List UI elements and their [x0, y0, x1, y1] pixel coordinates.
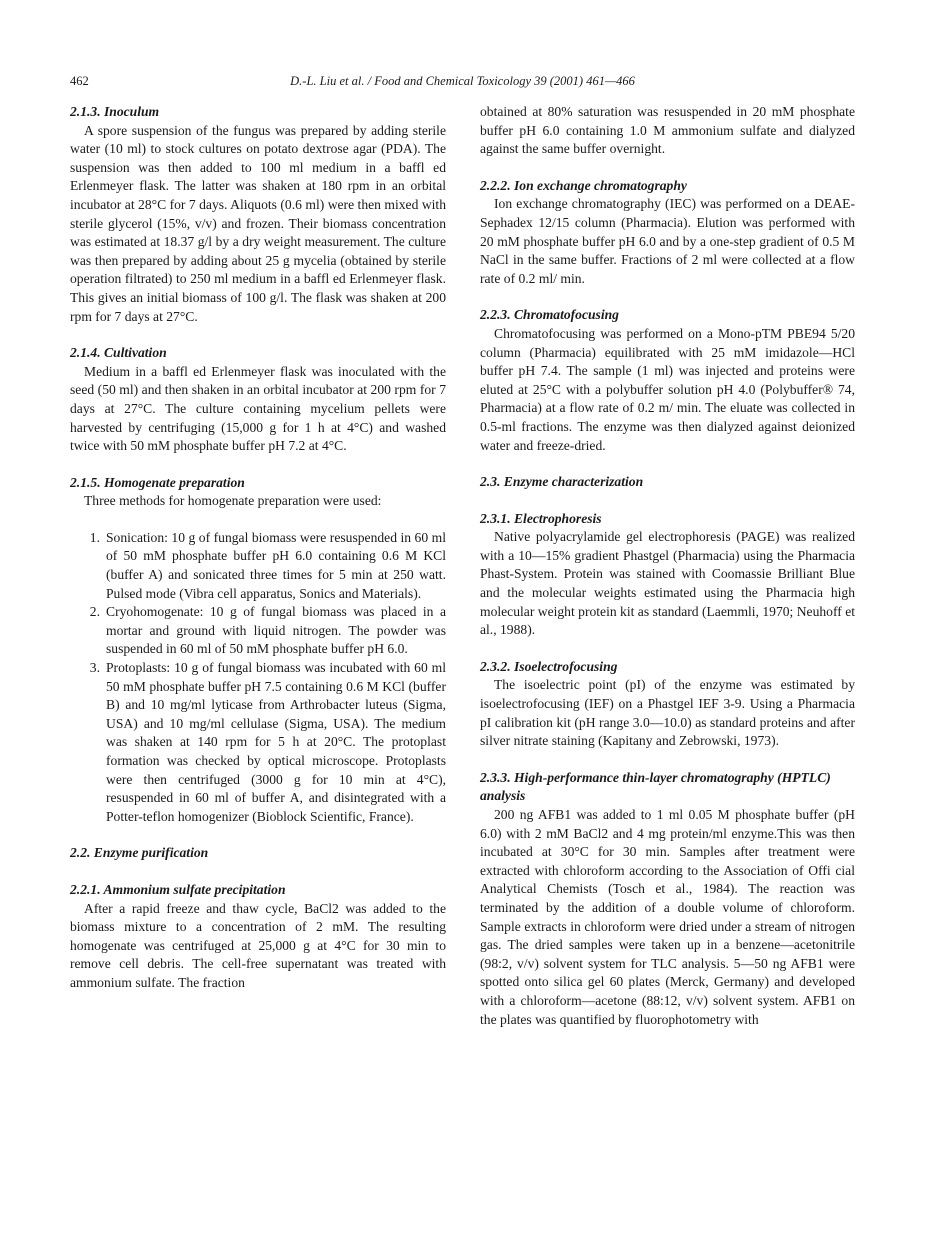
right-column	[480, 103, 855, 1029]
running-head: D.-L. Liu et al. / Food and Chemical Toxicology 39 (2001) 461—466	[290, 74, 635, 88]
section-2-3-1-heading: 2.3.1. Electrophoresis	[480, 510, 602, 526]
list-item	[70, 529, 446, 603]
section-2-1-4-heading: 2.1.4. Cultivation	[70, 345, 167, 361]
section-2-1-3-heading: 2.1.3. Inoculum	[70, 104, 160, 119]
list-item-text: Cryohomogenate: 10 g of fungal biomass was placed in a mortar and ground with liquid nitrogen. The powder was suspended in 60 ml of 50 mM phosphate buffer pH 6.0.	[106, 604, 446, 657]
section-2-2-heading: 2.2. Enzyme purification	[70, 845, 209, 861]
homogenate-methods-list	[70, 529, 446, 827]
section-2-1-3-text: A spore suspension of the fungus was prepared by adding sterile water (10 ml) to stock cultures on potato dextrose agar (PDA). The suspension was then added to 100 ml medium in a baffl ed Erlenmeyer flask. The latter was shaken at 180 rpm in an orbital incubator at 28°C for 7 days. Aliquots (0.6 ml) were then mixed with sterile glycerol (15%, v/v) and frozen. Their biomass concentration was estimated at 18.37 g/l by a dry weight measurement. The culture was then prepared by adding about 25 g mycelia (obtained by sterile operation filtrated) to 250 ml medium in a baffl ed Erlenmeyer flask. This gives an initial biomass of 100 g/l. The flask was shaken at 200 rpm for 7 days at 27°C.	[70, 122, 446, 324]
section-2-2-1-continued: obtained at 80% saturation was resuspended in 20 mM phosphate buffer pH 6.0 containing 1.0 M ammonium sulfate and dialyzed against the same buffer overnight.	[480, 104, 855, 157]
section-2-2-1-heading: 2.2.1. Ammonium sulfate precipitation	[70, 881, 286, 897]
section-2-2-2-text: Ion exchange chromatography (IEC) was performed on a DEAE-Sephadex 12/15 column (Pharmacia). Elution was performed with 20 mM phosphate buffer pH 6.0 and by a one-step gradient of 0.5 M NaCl in the same buffer. Fractions of 2 ml were collected at a flow rate of 0.2 ml/ min.	[480, 196, 855, 286]
section-2-3-heading: 2.3. Enzyme characterization	[480, 474, 644, 490]
list-item-number: 1.	[89, 529, 100, 545]
list-item-text: Protoplasts: 10 g of fungal biomass was incubated with 60 ml 50 mM phosphate buffer pH 7.5 containing 0.6 M KCl (buffer B) and 10 mg/ml lyticase from Arthrobacter luteus (Sigma, USA) and 10 mg/ml cellulase (Sigma, USA). The medium was shaken at 140 rpm for 5 h at 20°C. The protoplast formation was checked by optical microscope. Protoplasts were then centrifuged (3000 g for 10 min at 4°C), resuspended in 60 ml of buffer A, and disintegrated with a Potter-teflon homogenizer (Bioblock Scientific, France).	[106, 660, 446, 824]
section-2-2-3-text: Chromatofocusing was performed on a Mono-pTM PBE94 5/20 column (Pharmacia) equilibrated with 25 mM imidazole—HCl buffer pH 7.4. The sample (1 ml) was injected and proteins were eluted at 25°C with a polybuffer solution pH 4.0 (Polybuffer® 74, Pharmacia) at a flow rate of 0.2 m/ min. The eluate was collected in 0.5-ml fractions. The enzyme was then dialyzed against deionized water and freeze-dried.	[480, 325, 855, 453]
list-item-number: 3.	[89, 660, 100, 676]
page-header	[70, 74, 855, 92]
section-2-2-2-heading: 2.2.2. Ion exchange chromatography	[480, 177, 687, 193]
section-2-3-2-heading: 2.3.2. Isoelectrofocusing	[480, 658, 618, 674]
list-item	[70, 603, 446, 659]
section-2-3-3-heading: 2.3.3. High-performance thin-layer chromatography (HPTLC) analysis	[480, 769, 831, 804]
section-2-3-1-text: Native polyacrylamide gel electrophoresis (PAGE) was realized with a 10—15% gradient Phastgel (Pharmacia) using the Pharmacia Phast-System. Protein was stained with Coomassie Brilliant Blue and the molecular weights estimated using the Pharmacia high molecular weight protein kit as standard (Laemmli, 1970; Neuhoff et al., 1988).	[480, 529, 855, 638]
list-item-number: 2.	[89, 604, 100, 620]
section-2-3-2-text: The isoelectric point (pI) of the enzyme was estimated by isoelectrofocusing (IEF) on a Phastgel IEF 3-9. Using a Pharmacia pI calibration kit (pH range 3.0—10.0) as standard proteins and after silver nitrate staining (Kapitany and Zebrowski, 1973).	[480, 677, 855, 749]
left-column	[70, 103, 446, 993]
section-2-1-4-text: Medium in a baffl ed Erlenmeyer flask was inoculated with the seed (50 ml) and then shaken in an orbital incubator at 200 rpm for 7 days at 27°C. The culture containing mycelium pellets were harvested by centrifuging (15,000 g for 1 h at 4°C) and washed twice with 50 mM phosphate buffer pH 7.2 at 4°C.	[70, 363, 446, 454]
section-2-2-1-text: After a rapid freeze and thaw cycle, BaCl2 was added to the biomass mixture to a concentration of 2 mM. The resulting homogenate was centrifuged at 25,000 g at 4°C for 30 min to remove cell debris. The cell-free supernatant was treated with ammonium sulfate. The fraction	[70, 900, 446, 990]
section-2-1-5-intro: Three methods for homogenate preparation were used:	[84, 493, 382, 509]
section-2-3-3-text: 200 ng AFB1 was added to 1 ml 0.05 M phosphate buffer (pH 6.0) with 2 mM BaCl2 and 4 mg protein/ml enzyme.This was then incubated at 30°C for 30 min. Samples after treatment were extracted with chloroform according to the Association of Offi cial Analytical Chemists (Tosch et al., 1984). The reaction was terminated by the addition of a double volume of chloroform. Sample extracts in chloroform were dried under a stream of nitrogen gas. The dried samples were taken up in a benzene—acetonitrile (98:2, v/v) solvent system for TLC analysis. 5—50 ng AFB1 were spotted onto silica gel 60 plates (Merck, Germany) and developed with a chloroform—acetone (88:12, v/v) solvent system. AFB1 on the plates was quantified by fluorophotometry with	[480, 807, 855, 1027]
section-2-1-5-heading: 2.1.5. Homogenate preparation	[70, 474, 245, 490]
list-item-text: Sonication: 10 g of fungal biomass were resuspended in 60 ml of 50 mM phosphate buffer pH 6.0 containing 0.6 M KCl (buffer A) and sonicated three times for 5 min at 250 watt. Pulsed mode (Vibra cell apparatus, Sonics and Materials).	[106, 529, 446, 601]
page-number: 462	[70, 74, 89, 88]
list-item	[70, 659, 446, 826]
section-2-2-3-heading: 2.2.3. Chromatofocusing	[480, 307, 619, 323]
